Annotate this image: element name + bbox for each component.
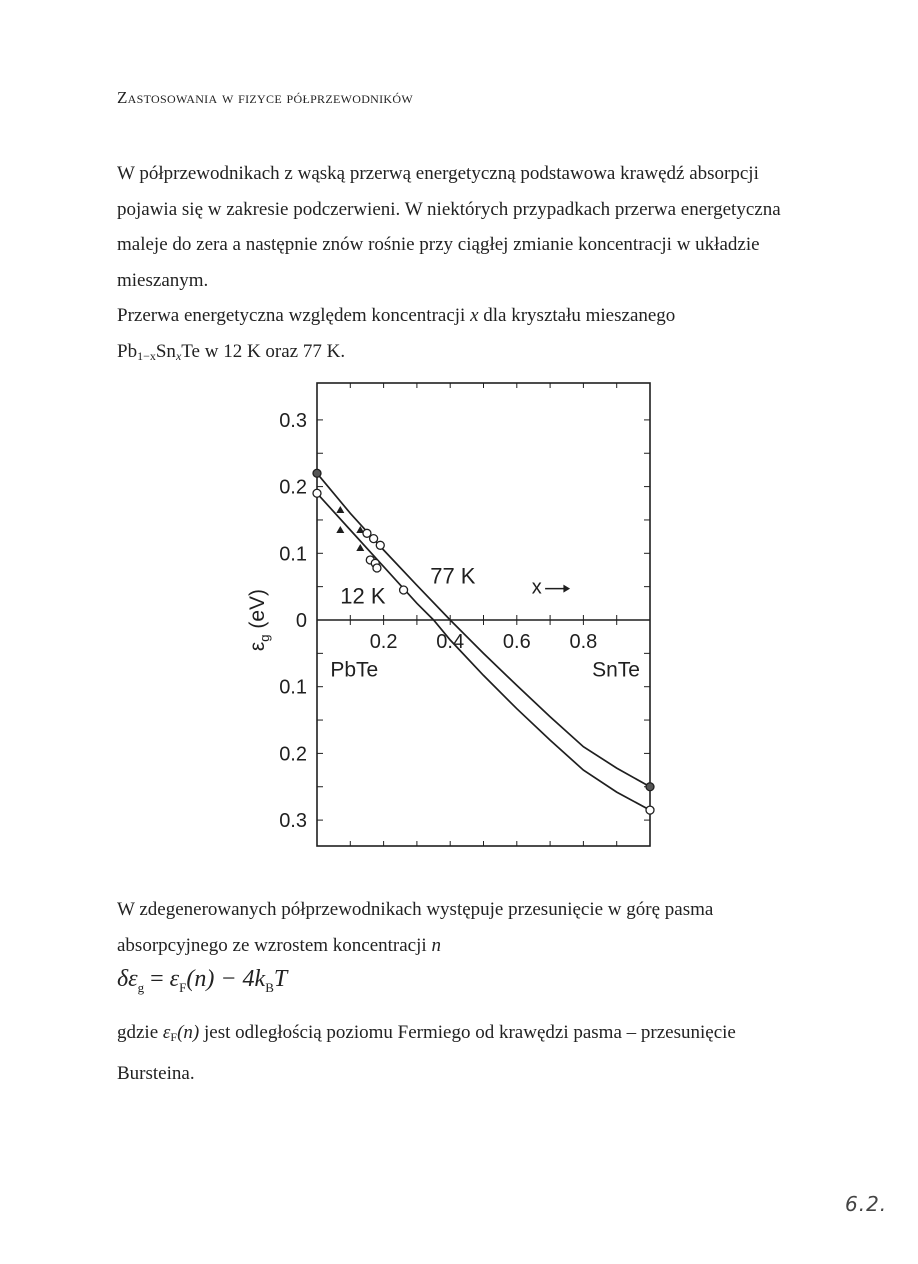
label-pbte: PbTe [330, 658, 379, 682]
label-12k: 12 K [340, 583, 386, 609]
chemical-formula: $Pb_{1-x}Sn_xTe$ [117, 340, 200, 363]
paragraph-figure-caption: Przerwa energetyczna względem koncentracji x dla kryształu mieszanego $Pb_{1-x}Sn_xTe$ w 12 K oraz 77 K. [117, 305, 676, 363]
circle-marker [376, 541, 384, 549]
circle-marker [313, 489, 321, 497]
circle-marker [313, 469, 321, 477]
circle-marker [370, 535, 378, 543]
y-tick-label: 0.2 [279, 476, 307, 499]
label-snte: SnTe [592, 658, 641, 682]
paragraph-definition: gdzie $\varepsilon_F(n)$ jest odległością poziomu Fermiego od krawędzi pasma – przesunięcie Bursteina. [117, 1022, 736, 1084]
band-gap-chart [240, 375, 670, 865]
series-line-77k [317, 473, 650, 787]
series-line-12k [317, 493, 650, 810]
y-tick-label: 0.1 [279, 676, 307, 699]
y-tick-label: 0.3 [279, 409, 307, 432]
x-axis-label: x [531, 576, 542, 599]
y-tick-label: 0.1 [279, 543, 307, 566]
paragraph-degenerate: W zdegenerowanych półprzewodnikach występuje przesunięcie w górę pasma absorpcyjnego ze wzrostem koncentracji n [117, 899, 714, 956]
paragraph-intro: W półprzewodnikach z wąską przerwą energetyczną podstawowa krawędź absorpcji pojawia się w zakresie podczerwieni. W niektórych przypadkach przerwa energetyczna maleje do zera a następnie znów rośnie przy ciągłej zmianie koncentracji w układzie mieszanym. [117, 163, 781, 291]
triangle-marker [336, 506, 344, 513]
triangle-marker [336, 526, 344, 533]
y-tick-label: 0.2 [279, 743, 307, 766]
running-header: Zastosowania w fizyce półprzewodników [117, 88, 413, 107]
x-arrowhead-icon [563, 585, 570, 593]
circle-marker [373, 564, 381, 572]
page-number: 6.2. [845, 1192, 888, 1216]
x-tick-label: 0.4 [436, 631, 465, 653]
y-tick-label: 0 [295, 610, 307, 632]
chart-canvas [240, 375, 670, 865]
circle-marker [646, 783, 654, 791]
x-tick-label: 0.6 [502, 631, 531, 653]
circle-marker [400, 586, 408, 594]
y-axis-label: $\varepsilon_g$ (eV) [246, 588, 272, 652]
y-tick-label: 0.3 [279, 810, 307, 833]
label-77k: 77 K [430, 563, 476, 589]
x-tick-label: 0.8 [569, 631, 598, 653]
x-tick-label: 0.2 [369, 631, 398, 653]
plot-frame [317, 383, 650, 846]
burstein-formula: $\delta\varepsilon_g = \varepsilon_F(n) - 4k_BT$ [117, 966, 288, 995]
circle-marker [646, 806, 654, 814]
